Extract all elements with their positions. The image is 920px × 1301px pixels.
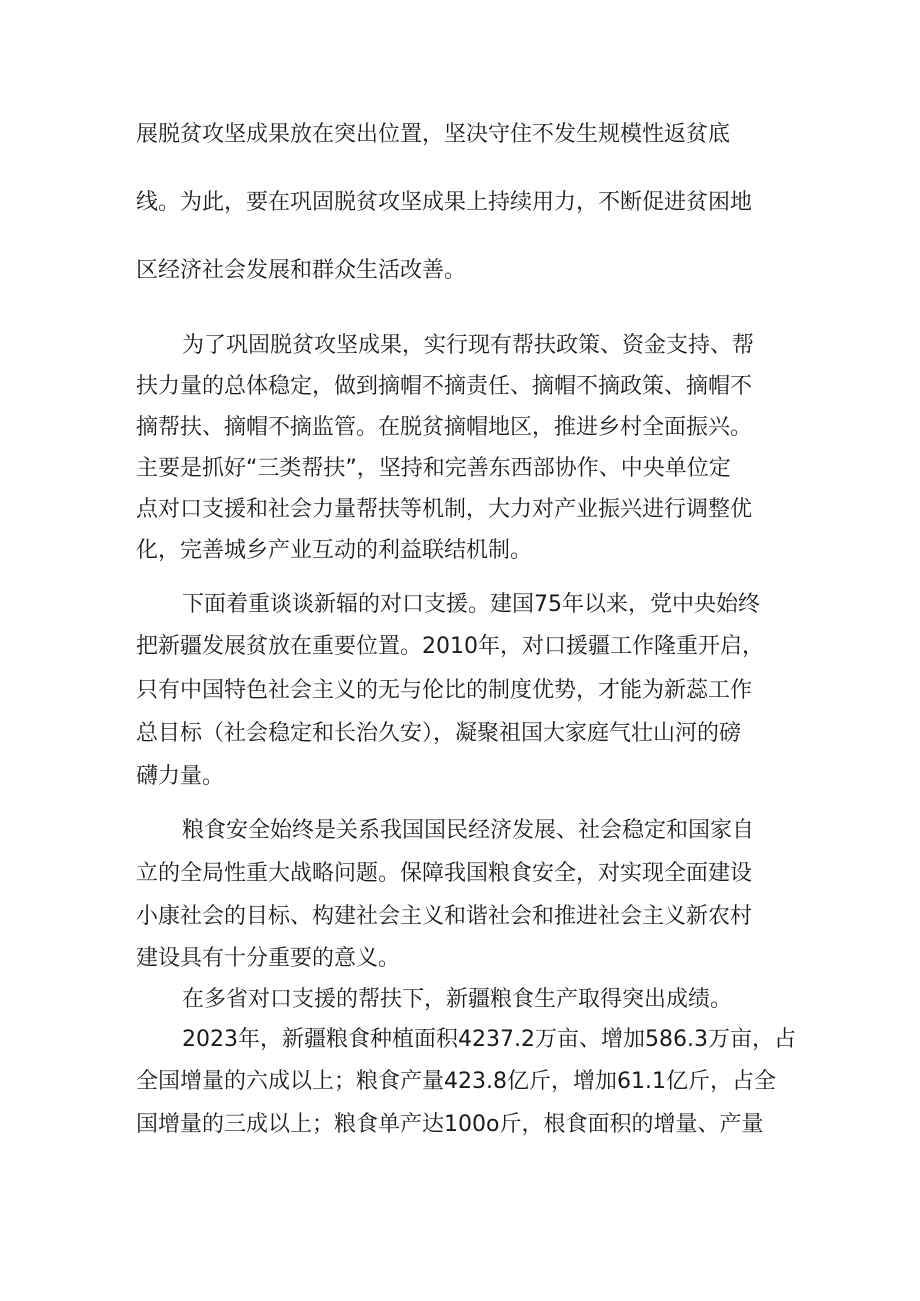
text-line: 扶力量的总体稳定，做到摘帽不摘责任、摘帽不摘政策、摘帽不 (136, 374, 753, 399)
text-line: 点对口支援和社会力量帮扶等机制，大力对产业振兴进行调整优 (136, 497, 753, 522)
text-line: 区经济社会发展和群众生活改善。 (136, 258, 467, 283)
text-line: 国增量的三成以上；粮食单产达100o斤，根食面积的增量、产量 (136, 1112, 764, 1137)
text-line: 把新疆发展贫放在重要位置。2010年，对口援疆工作隆重开启， (136, 634, 764, 659)
text-line: 建设具有十分重要的意义。 (136, 946, 401, 971)
text-line: 小康社会的目标、构建社会主义和谐社会和推进社会主义新农村 (136, 904, 753, 929)
text-line: 礴力量。 (136, 764, 225, 789)
text-line: 粮食安全始终是关系我国国民经济发展、社会稳定和国家自 (182, 818, 755, 843)
text-line: 摘帮扶、摘帽不摘监管。在脱贫摘帽地区，推进乡村全面振兴。 (136, 415, 753, 440)
text-line: 立的全局性重大战略问题。保障我国粮食安全，对实现全面建设 (136, 861, 753, 886)
text-line: 为了巩固脱贫攻坚成果，实行现有帮扶政策、资金支持、帮 (182, 333, 755, 358)
text-line: 在多省对口支援的帮扶下，新疆粮食生产取得突出成绩。 (182, 987, 733, 1012)
text-line: 只有中国特色社会主义的无与伦比的制度优势，才能为新蕊工作 (136, 678, 753, 703)
text-line: 线。为此，要在巩固脱贫攻坚成果上持续用力，不断促进贫困地 (136, 190, 753, 215)
text-line: 2023年，新疆粮食种植面积4237.2万亩、增加586.3万亩，占 (182, 1027, 796, 1052)
text-line: 下面着重谈谈新辐的对口支援。建国75年以来，党中央始终 (182, 592, 760, 617)
text-line: 展脱贫攻坚成果放在突出位置，坚决守住不发生规模性返贫底 (136, 122, 731, 147)
text-line: 化，完善城乡产业互动的利益联结机制。 (136, 538, 533, 563)
text-line: 主要是抓好“三类帮扶”，坚持和完善东西部协作、中央单位定 (136, 456, 731, 481)
text-line: 全国增量的六成以上；粮食产量423.8亿斤，增加61.1亿斤，占全 (136, 1069, 776, 1094)
text-line: 总目标（社会稳定和长治久安），凝聚祖国大家庭气壮山河的磅 (136, 721, 742, 746)
